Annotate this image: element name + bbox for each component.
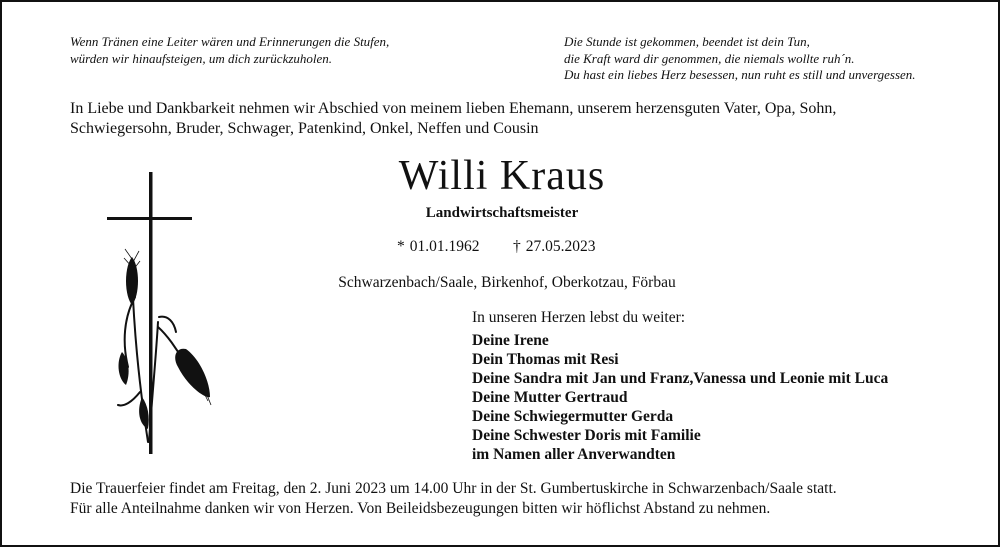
intro-line: Schwiegersohn, Bruder, Schwager, Patenkind, Onkel, Neffen und Cousin [70,120,539,137]
birth-date-value: 01.01.1962 [409,238,480,255]
mourner-name: im Namen aller Anverwandten [472,446,676,463]
birth-star-icon: * [397,238,405,255]
death-date [513,238,596,256]
cross-with-wheat-icon [102,167,212,457]
mourner-name: Deine Schwester Doris mit Familie [472,427,701,444]
intro-text [70,99,940,139]
profession: Landwirtschaftsmeister [425,205,579,221]
mourner-name: Deine Schwiegermutter Gerda [472,408,674,425]
deceased-name: Willi Kraus [398,153,606,199]
footer-text [70,479,950,518]
mourners-intro: In unseren Herzen lebst du weiter: [472,309,686,326]
mourner-name: Deine Sandra mit Jan und Franz,Vanessa und Leonie mit Luca [472,370,889,387]
mourner-name: Deine Irene [472,332,549,349]
quote-left [70,34,389,67]
footer-line: Die Trauerfeier findet am Freitag, den 2. Juni 2023 um 14.00 Uhr in der St. Gumbertuskirche in Schwarzenbach/Saale statt. [70,480,837,497]
quote-right-line: Du hast ein liebes Herz besessen, nun ruht es still und unvergessen. [564,67,916,82]
birth-date [397,238,480,256]
quote-left-line: Wenn Tränen eine Leiter wären und Erinnerungen die Stufen, [70,34,390,49]
intro-line: In Liebe und Dankbarkeit nehmen wir Abschied von meinem lieben Ehemann, unserem herzensguten Vater, Opa, Sohn, [70,100,837,117]
mourners-list [472,331,888,464]
quote-right [564,34,916,84]
quote-right-line: Die Stunde ist gekommen, beendet ist dein Tun, [564,34,810,49]
death-dagger-icon: † [513,238,521,255]
quote-right-line: die Kraft ward dir genommen, die niemals wollte ruh´n. [564,50,855,66]
death-date-value: 27.05.2023 [525,238,596,255]
mourner-name: Deine Mutter Gertraud [472,389,628,406]
mourner-name: Dein Thomas mit Resi [472,351,619,368]
footer-line: Für alle Anteilnahme danken wir von Herzen. Von Beileidsbezeugungen bitten wir höflichst Abstand zu nehmen. [70,499,771,517]
quote-left-line: würden wir hinaufsteigen, um dich zurückzuholen. [70,50,333,66]
places: Schwarzenbach/Saale, Birkenhof, Oberkotzau, Förbau [338,274,676,291]
